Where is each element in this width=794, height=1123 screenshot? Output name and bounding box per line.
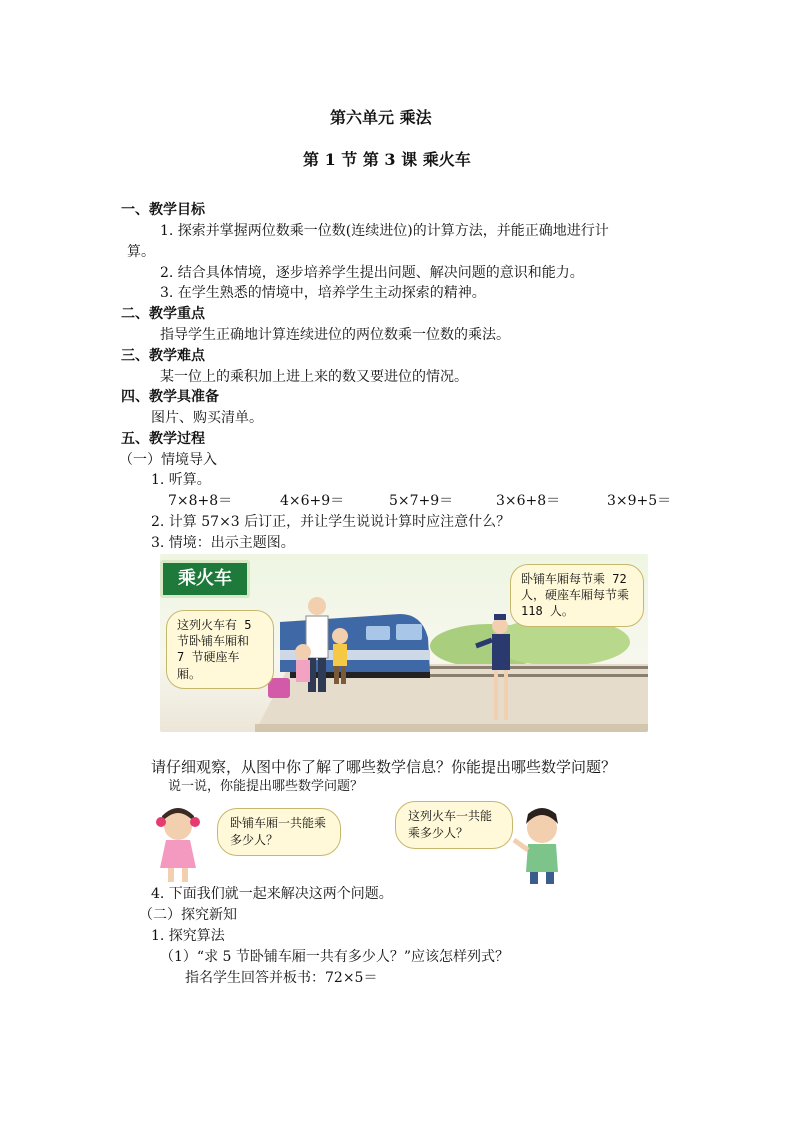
- difficulty-text: 某一位上的乘积加上进上来的数又要进位的情况。: [160, 369, 468, 385]
- section-heading-process: 五、教学过程: [121, 431, 205, 447]
- speech-bubble-capacity: 卧铺车厢每节乘 72 人，硬座车厢每节乘 118 人。: [510, 564, 644, 627]
- speech-bubble-boy: 这列火车一共能乘多少人？: [395, 801, 513, 849]
- observe-prompt: 说一说，你能提出哪些数学问题？: [168, 779, 364, 794]
- expression-1: 7×8+8＝: [168, 493, 233, 509]
- speech-bubble-train-info: 这列火车有 5 节卧铺车厢和 7 节硬座车厢。: [166, 610, 274, 689]
- expression-4: 3×6+8＝: [496, 493, 561, 509]
- step-solve: 4. 下面我们就一起来解决这两个问题。: [151, 886, 393, 902]
- goal-item-2: 2. 结合具体情境，逐步培养学生提出问题、解决问题的意识和能力。: [160, 265, 584, 281]
- lesson-title: 第 1 节 第 3 课 乘火车: [303, 150, 471, 169]
- expression-5: 3×9+5＝: [607, 493, 672, 509]
- boy-figure-icon: [510, 806, 570, 886]
- expression-3: 5×7+9＝: [389, 493, 454, 509]
- girl-figure-icon: [150, 806, 210, 886]
- expression-2: 4×6+9＝: [280, 493, 345, 509]
- unit-title: 第六单元 乘法: [330, 108, 432, 127]
- goal-item-1: 1. 探索并掌握两位数乘一位数(连续进位)的计算方法，并能正确地进行计: [160, 223, 609, 239]
- step-listen-calc: 1. 听算。: [151, 472, 211, 488]
- goal-item-3: 3. 在学生熟悉的情境中，培养学生主动探索的精神。: [160, 285, 486, 301]
- part-explore: （二）探究新知: [139, 907, 237, 923]
- board-note: 指名学生回答并板书：72×5＝: [185, 970, 378, 986]
- speech-bubble-girl: 卧铺车厢一共能乘多少人？: [217, 808, 341, 856]
- part-intro: （一）情境导入: [119, 452, 217, 468]
- section-heading-key: 二、教学重点: [121, 306, 205, 322]
- question-1: （1）“求 5 节卧铺车厢一共有多少人？”应该怎样列式？: [160, 949, 510, 965]
- key-point-text: 指导学生正确地计算连续进位的两位数乘一位数的乘法。: [160, 327, 510, 343]
- scene-sign: 乘火车: [160, 560, 250, 598]
- section-heading-goals: 一、教学目标: [121, 202, 205, 218]
- step-show-scene: 3. 情境：出示主题图。: [151, 535, 295, 551]
- section-heading-difficulty: 三、教学难点: [121, 348, 205, 364]
- step-calc-check: 2. 计算 57×3 后订正，并让学生说说计算时应注意什么？: [151, 514, 511, 530]
- section-heading-materials: 四、教学具准备: [121, 389, 219, 405]
- train-scene-illustration: [160, 554, 648, 732]
- goal-item-1-cont: 算。: [127, 244, 155, 260]
- explore-method: 1. 探究算法: [151, 928, 225, 944]
- observe-question: 请仔细观察，从图中你了解了哪些数学信息？你能提出哪些数学问题？: [151, 758, 617, 776]
- materials-text: 图片、购买清单。: [151, 410, 263, 426]
